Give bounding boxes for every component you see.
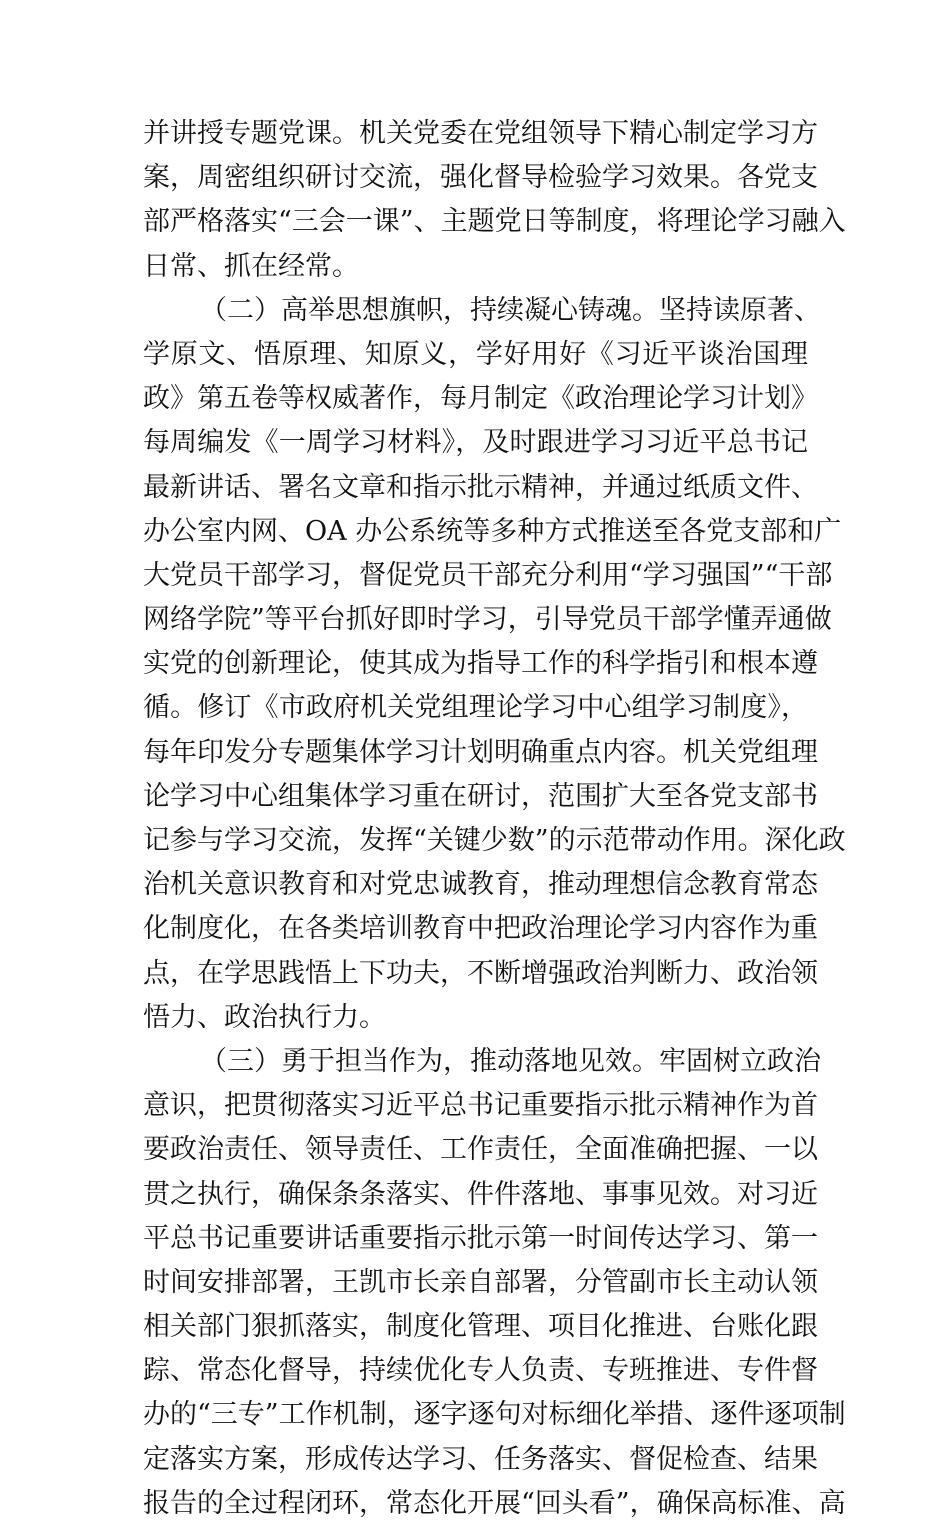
text-line: 网络学院”等平台抓好即时学习，引导党员干部学懂弄通做 xyxy=(143,604,832,636)
text-line: 实党的创新理论，使其成为指导工作的科学指引和根本遵 xyxy=(143,648,818,680)
text-line: 要政治责任、领导责任、工作责任，全面准确把握、一以 xyxy=(143,1134,818,1166)
text-line: 论学习中心组集体学习重在研讨，范围扩大至各党支部书 xyxy=(143,780,818,812)
document-body xyxy=(143,112,846,1526)
paragraph-heading-line: （二）高举思想旗帜，持续凝心铸魂。坚持读原著、 xyxy=(200,294,821,326)
text-line: 定落实方案，形成传达学习、任务落实、督促检查、结果 xyxy=(143,1443,818,1475)
text-line: 循。修订《市政府机关党组理论学习中心组学习制度》， xyxy=(143,692,808,724)
text-line: 时间安排部署，王凯市长亲自部署，分管副市长主动认领 xyxy=(143,1266,818,1298)
text-line: 每年印发分专题集体学习计划明确重点内容。机关党组理 xyxy=(143,736,818,768)
text-line: 点，在学思践悟上下功夫，不断增强政治判断力、政治领 xyxy=(143,957,818,989)
text-line: 报告的全过程闭环，常态化开展“回头看”，确保高标准、高 xyxy=(143,1487,846,1519)
text-line: 大党员干部学习，督促党员干部充分利用“学习强国”“干部 xyxy=(143,559,833,591)
text-line: 踪、常态化督导，持续优化专人负责、专班推进、专件督 xyxy=(143,1355,818,1387)
text-line: 办的“三专”工作机制，逐字逐句对标细化举措、逐件逐项制 xyxy=(143,1399,846,1431)
text-line: 并讲授专题党课。机关党委在党组领导下精心制定学习方 xyxy=(143,118,818,149)
text-line: 悟力、政治执行力。 xyxy=(143,1001,386,1033)
text-line: 意识，把贯彻落实习近平总书记重要指示批示精神作为首 xyxy=(143,1090,818,1122)
text-line: 记参与学习交流，发挥“关键少数”的示范带动作用。深化政 xyxy=(143,825,846,856)
text-line: 最新讲话、署名文章和指示批示精神，并通过纸质文件、 xyxy=(143,471,818,503)
text-line: 学原文、悟原理、知原义，学好用好《习近平谈治国理 xyxy=(143,338,808,370)
text-line: 每周编发《一周学习材料》，及时跟进学习习近平总书记 xyxy=(143,427,808,459)
paragraph-heading-line: （三）勇于担当作为，推动落地见效。牢固树立政治 xyxy=(200,1045,821,1077)
text-line: 治机关意识教育和对党忠诚教育，推动理想信念教育常态 xyxy=(143,869,818,901)
text-line: 办公室内网、OA 办公系统等多种方式推送至各党支部和广 xyxy=(143,515,842,547)
text-line: 案，周密组织研讨交流，强化督导检验学习效果。各党支 xyxy=(143,162,818,194)
text-line: 平总书记重要讲话重要指示批示第一时间传达学习、第一 xyxy=(143,1222,818,1254)
text-line: 政》第五卷等权威著作，每月制定《政治理论学习计划》 xyxy=(143,383,818,415)
text-line: 贯之执行，确保条条落实、件件落地、事事见效。对习近 xyxy=(143,1178,818,1210)
text-line: 化制度化，在各类培训教育中把政治理论学习内容作为重 xyxy=(143,913,818,945)
text-line: 部严格落实“三会一课”、主题党日等制度，将理论学习融入 xyxy=(143,206,846,238)
text-line: 日常、抓在经常。 xyxy=(143,250,359,282)
text-line: 相关部门狠抓落实，制度化管理、项目化推进、台账化跟 xyxy=(143,1311,818,1343)
